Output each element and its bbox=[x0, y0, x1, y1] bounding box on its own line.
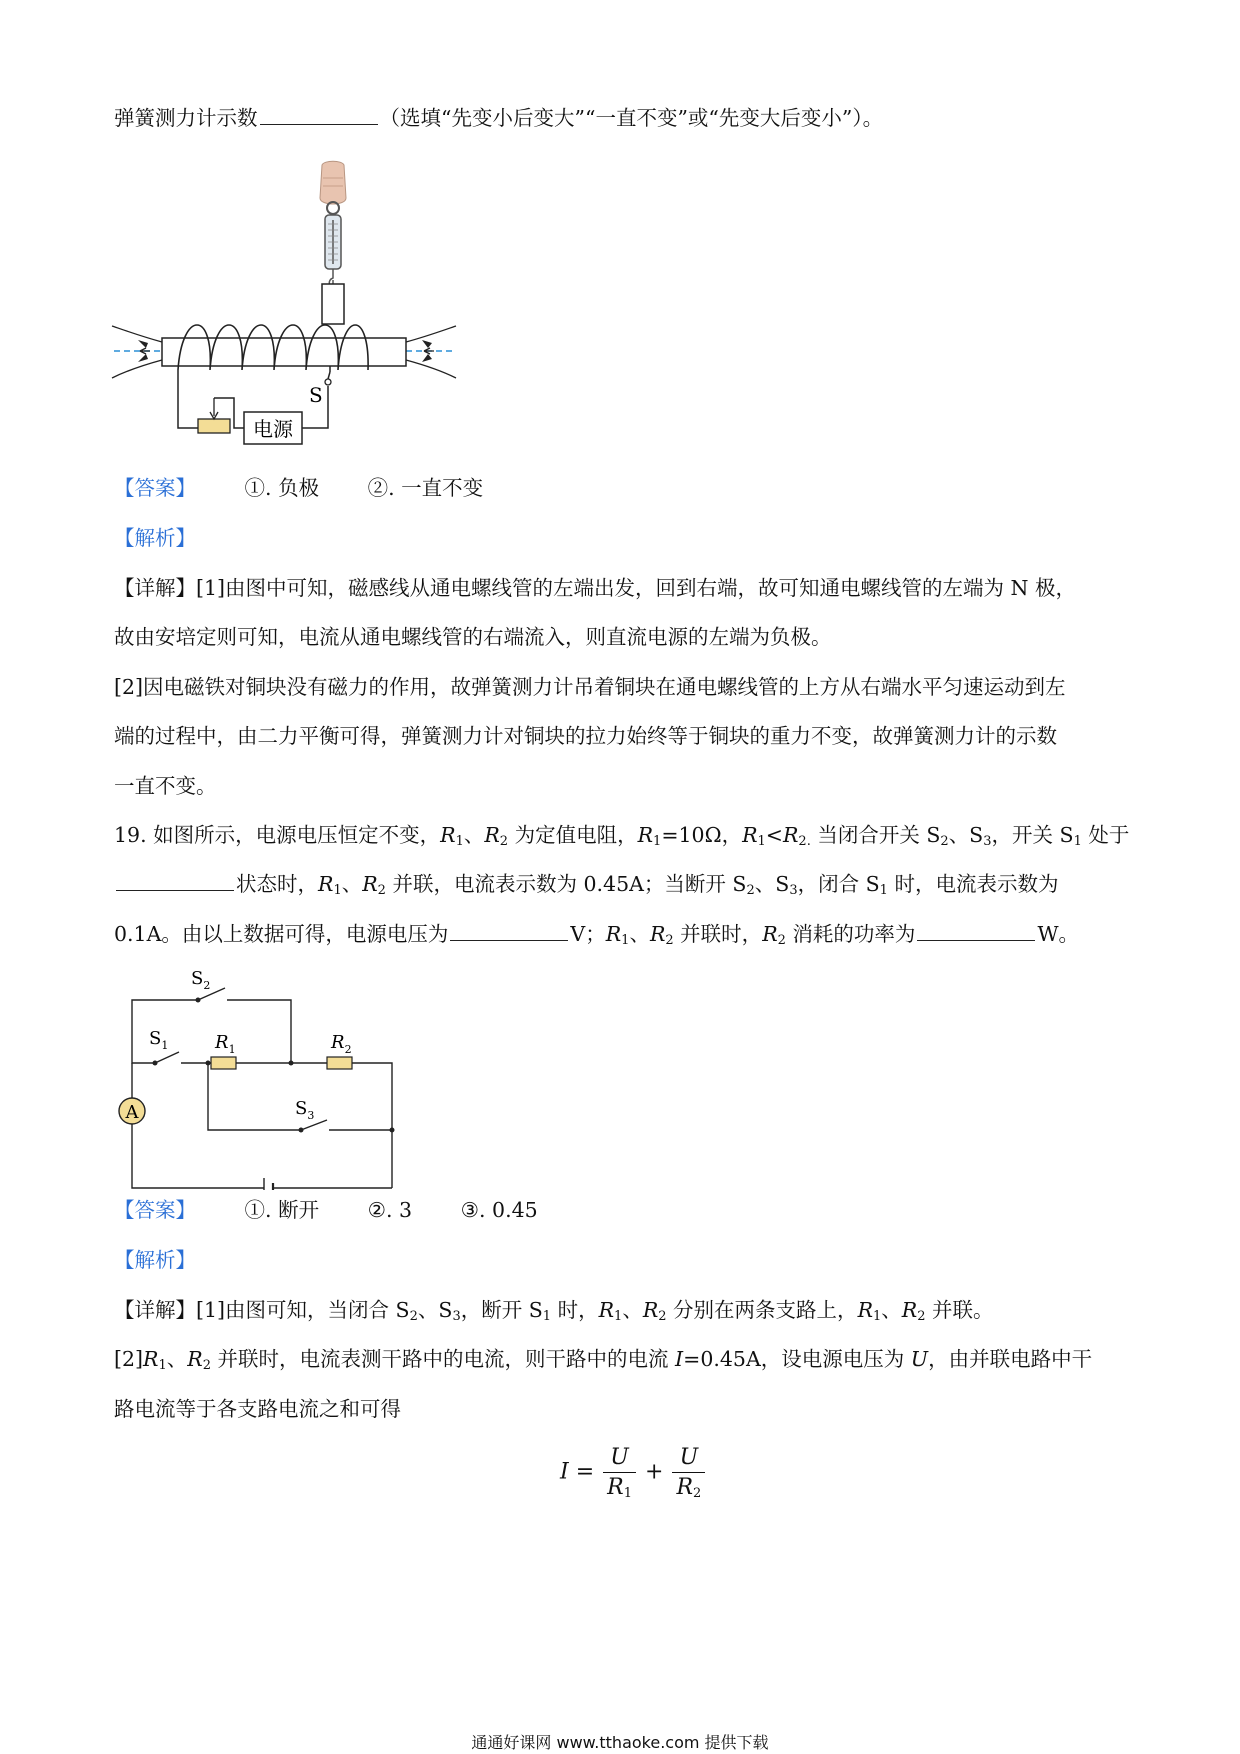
r1-resistor bbox=[211, 1057, 236, 1069]
rheostat bbox=[198, 419, 230, 433]
q19-stem-line-2: 状态时，$R_1$、$R_2$ 并联，电流表示数为 0.45A；当断开 $S_2$、$S_3$，闭合 $S_1$ 时，电流表示数为 bbox=[114, 874, 1058, 895]
q18-stem-prefix: 弹簧测力计示数 bbox=[114, 106, 258, 130]
analysis-tag: 【解析】 bbox=[114, 526, 196, 550]
q19-blank-1[interactable] bbox=[116, 888, 234, 891]
q19-stem-line-1: 19. 如图所示，电源电压恒定不变，$R_1$、$R_2$ 为定值电阻，$R_1=10\Omega$，$R_1<R_{2.}$ 当闭合开关 $S_2$、$S_3$，开关 $S_1$ 处于 bbox=[114, 823, 1130, 849]
svg-text:A: A bbox=[125, 1102, 139, 1123]
detail-tag: 【详解】 bbox=[114, 576, 196, 600]
q19-stem-line-3: 0.1A。由以上数据可得，电源电压为 V；$R_1$、$R_2$ 并联时，$R_2$ 消耗的功率为 W。 bbox=[114, 922, 1080, 948]
q18-stem-line bbox=[114, 108, 883, 129]
answer-3: ③. 0.45 bbox=[460, 1198, 538, 1222]
detail-tag: 【详解】 bbox=[114, 1298, 196, 1322]
answer-1: ①. 断开 bbox=[244, 1198, 320, 1222]
r1-label: $R_1$ bbox=[215, 1032, 236, 1056]
detail-line-5: 一直不变。 bbox=[114, 774, 217, 798]
analysis-tag: 【解析】 bbox=[114, 1248, 196, 1272]
footer: 通通好课网 www.tthaoke.com 提供下载 bbox=[471, 1733, 769, 1752]
q19-detail-line-2: $[2]R_1$、$R_2$ 并联时，电流表测干路中的电流，则干路中的电流 I=0.45A，设电源电压为 U，由并联电路中干 bbox=[114, 1347, 1093, 1373]
s3-label: $S_3$ bbox=[295, 1098, 315, 1122]
formula: I = $\frac{U}{R_1}$ + $\frac{U}{R_2}$ bbox=[560, 1445, 707, 1500]
r2-label: $R_2$ bbox=[331, 1032, 352, 1056]
solenoid bbox=[162, 338, 406, 366]
detail-line-2: 故由安培定则可知，电流从通电螺线管的右端流入，则直流电源的左端为负极。 bbox=[114, 625, 832, 649]
solenoid-figure bbox=[110, 160, 460, 460]
q19-detail-line-1: 【详解】[1]由图可知，当闭合 $S_2$、$S_3$，断开 $S_1$ 时，$R_1$、$R_2$ 分别在两条支路上，$R_1$、$R_2$ 并联。 bbox=[114, 1298, 994, 1324]
hand-shape bbox=[320, 161, 346, 204]
circuit-figure bbox=[105, 960, 405, 1190]
s2-label: $S_2$ bbox=[191, 968, 211, 992]
copper-block bbox=[322, 284, 344, 324]
q19-answer-line bbox=[114, 1200, 538, 1221]
answer-2: ②. 一直不变 bbox=[367, 476, 484, 500]
answer-tag: 【答案】 bbox=[114, 476, 196, 500]
detail-line-4: 端的过程中，由二力平衡可得，弹簧测力计对铜块的拉力始终等于铜块的重力不变，故弹簧测力计的示数 bbox=[114, 724, 1057, 748]
q18-answer-line bbox=[114, 478, 483, 499]
answer-2: ②. 3 bbox=[367, 1198, 413, 1222]
q18-stem-suffix: （选填“先变小后变大”“一直不变”或“先变大后变小”）。 bbox=[379, 106, 884, 130]
switch-label: S bbox=[309, 383, 323, 407]
s1-label: $S_1$ bbox=[149, 1028, 169, 1052]
power-label: 电源 bbox=[253, 417, 293, 441]
detail-line-1: 【详解】[1]由图中可知，磁感线从通电螺线管的左端出发，回到右端，故可知通电螺线管的左端为 N 极， bbox=[114, 576, 1077, 600]
answer-tag: 【答案】 bbox=[114, 1198, 196, 1222]
detail-line-3: [2]因电磁铁对铜块没有磁力的作用，故弹簧测力计吊着铜块在通电螺线管的上方从右端水平匀速运动到左 bbox=[114, 675, 1066, 699]
r2-resistor bbox=[327, 1057, 352, 1069]
q18-answer-blank[interactable] bbox=[260, 122, 378, 125]
q19-detail-line-3: 路电流等于各支路电流之和可得 bbox=[114, 1397, 401, 1421]
q19-blank-2[interactable] bbox=[450, 938, 568, 941]
q19-blank-3[interactable] bbox=[917, 938, 1035, 941]
answer-1: ①. 负极 bbox=[244, 476, 320, 500]
